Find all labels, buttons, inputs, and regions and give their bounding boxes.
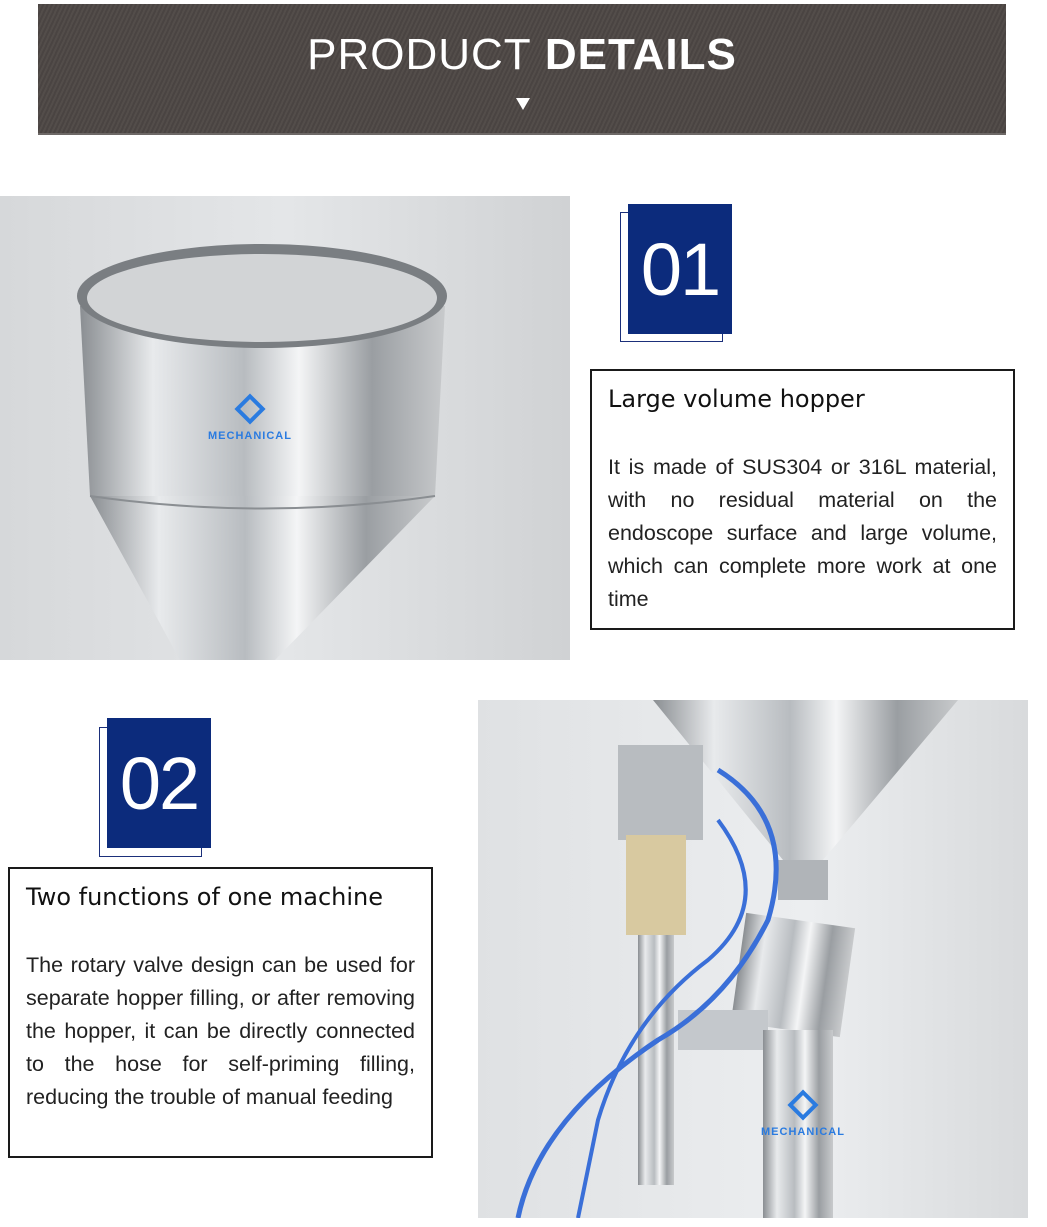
product-details-banner [38, 4, 1006, 135]
feature-description: It is made of SUS304 or 316L material, with no residual material on the endoscope surface and large volume, which can complete more work at one time [608, 455, 997, 611]
title-light: PRODUCT [307, 30, 532, 79]
logo-text: MECHANICAL [761, 1126, 845, 1138]
logo-diamond-icon [234, 393, 265, 424]
title-bold: DETAILS [544, 30, 737, 79]
logo-text: MECHANICAL [208, 430, 292, 442]
feature-title: Large volume hopper [608, 385, 865, 413]
feature-title: Two functions of one machine [26, 883, 383, 911]
feature-description: The rotary valve design can be used for separate hopper filling, or after removing the hopper, it can be directly connected to the hose for self-priming filling, reducing the trouble of manual feeding [26, 953, 415, 1109]
down-arrow-icon [516, 98, 530, 110]
mechanical-logo [758, 1090, 848, 1138]
logo-diamond-icon [787, 1089, 818, 1120]
badge-number: 02 [107, 718, 211, 848]
feature-card-02 [8, 867, 433, 1158]
feature-card-01 [590, 369, 1015, 630]
mechanical-logo [205, 394, 295, 442]
banner-title [38, 30, 1006, 80]
hopper-photo [0, 196, 570, 660]
rotary-valve-photo [478, 700, 1028, 1218]
badge-number: 01 [628, 204, 732, 334]
